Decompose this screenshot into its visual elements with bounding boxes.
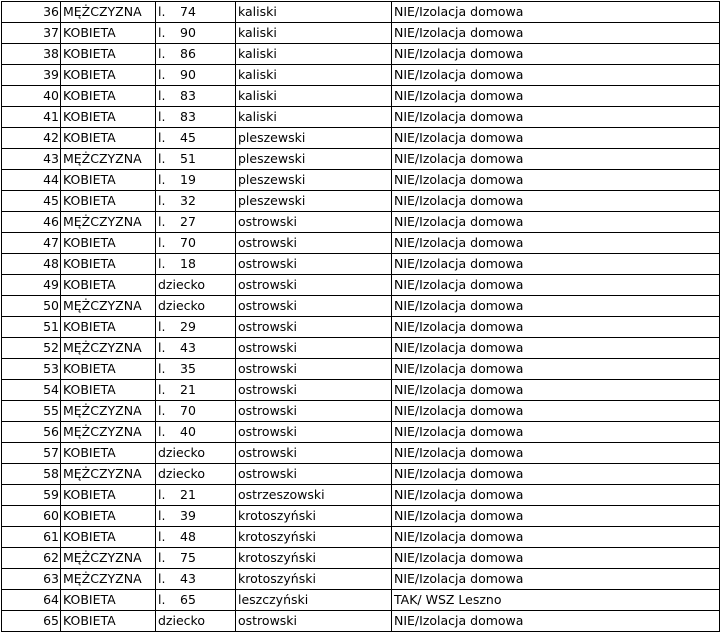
cell-age[interactable]: l. 18 bbox=[156, 254, 236, 275]
cell-sex[interactable]: KOBIETA bbox=[61, 359, 156, 380]
cell-number[interactable]: 61 bbox=[2, 527, 61, 548]
cell-status[interactable]: NIE/Izolacja domowa bbox=[392, 443, 720, 464]
cell-age[interactable]: l. 86 bbox=[156, 44, 236, 65]
table-row bbox=[2, 191, 720, 212]
cell-age[interactable]: l. 40 bbox=[156, 422, 236, 443]
table-row bbox=[2, 548, 720, 569]
cell-sex[interactable]: KOBIETA bbox=[61, 128, 156, 149]
cell-status[interactable]: NIE/Izolacja domowa bbox=[392, 191, 720, 212]
table-row bbox=[2, 65, 720, 86]
cell-sex[interactable]: KOBIETA bbox=[61, 485, 156, 506]
table-row bbox=[2, 86, 720, 107]
table-row bbox=[2, 212, 720, 233]
cell-age[interactable]: l. 70 bbox=[156, 401, 236, 422]
cell-county[interactable]: ostrowski bbox=[236, 275, 392, 296]
cell-status[interactable]: NIE/Izolacja domowa bbox=[392, 23, 720, 44]
cell-county[interactable]: pleszewski bbox=[236, 191, 392, 212]
table-row bbox=[2, 443, 720, 464]
cell-county[interactable]: kaliski bbox=[236, 2, 392, 23]
cell-age[interactable]: l. 39 bbox=[156, 506, 236, 527]
cell-status[interactable]: NIE/Izolacja domowa bbox=[392, 464, 720, 485]
cell-status[interactable]: NIE/Izolacja domowa bbox=[392, 275, 720, 296]
cell-status[interactable]: NIE/Izolacja domowa bbox=[392, 527, 720, 548]
cell-county[interactable]: krotoszyński bbox=[236, 548, 392, 569]
table-row bbox=[2, 107, 720, 128]
cell-age[interactable]: l. 51 bbox=[156, 149, 236, 170]
cell-status[interactable]: NIE/Izolacja domowa bbox=[392, 296, 720, 317]
cell-county[interactable]: ostrowski bbox=[236, 401, 392, 422]
cell-number[interactable]: 37 bbox=[2, 23, 61, 44]
cell-sex[interactable]: KOBIETA bbox=[61, 233, 156, 254]
cell-age[interactable]: l. 43 bbox=[156, 569, 236, 590]
cell-county[interactable]: ostrowski bbox=[236, 338, 392, 359]
cell-age[interactable]: l. 83 bbox=[156, 107, 236, 128]
cell-age[interactable]: l. 35 bbox=[156, 359, 236, 380]
cell-number[interactable]: 41 bbox=[2, 107, 61, 128]
cell-sex[interactable]: MĘŻCZYZNA bbox=[61, 569, 156, 590]
cell-number[interactable]: 38 bbox=[2, 44, 61, 65]
cell-age[interactable]: dziecko bbox=[156, 296, 236, 317]
cell-status[interactable]: NIE/Izolacja domowa bbox=[392, 2, 720, 23]
cell-status[interactable]: NIE/Izolacja domowa bbox=[392, 149, 720, 170]
cell-age[interactable]: dziecko bbox=[156, 611, 236, 632]
cell-status[interactable]: NIE/Izolacja domowa bbox=[392, 548, 720, 569]
cell-sex[interactable]: KOBIETA bbox=[61, 107, 156, 128]
cell-status[interactable]: NIE/Izolacja domowa bbox=[392, 86, 720, 107]
table-row bbox=[2, 2, 720, 23]
table-row bbox=[2, 254, 720, 275]
cell-status[interactable]: NIE/Izolacja domowa bbox=[392, 254, 720, 275]
table-row bbox=[2, 275, 720, 296]
cell-county[interactable]: ostrowski bbox=[236, 464, 392, 485]
cell-status[interactable]: NIE/Izolacja domowa bbox=[392, 359, 720, 380]
cell-number[interactable]: 43 bbox=[2, 149, 61, 170]
table-body bbox=[2, 2, 720, 632]
cell-status[interactable]: NIE/Izolacja domowa bbox=[392, 107, 720, 128]
cell-county[interactable]: ostrowski bbox=[236, 611, 392, 632]
cell-status[interactable]: NIE/Izolacja domowa bbox=[392, 422, 720, 443]
cell-age[interactable]: l. 90 bbox=[156, 23, 236, 44]
cell-county[interactable]: ostrowski bbox=[236, 380, 392, 401]
cell-age[interactable]: l. 75 bbox=[156, 548, 236, 569]
table-row bbox=[2, 485, 720, 506]
cell-county[interactable]: krotoszyński bbox=[236, 569, 392, 590]
cell-county[interactable]: ostrowski bbox=[236, 296, 392, 317]
table-row bbox=[2, 422, 720, 443]
cell-status[interactable]: NIE/Izolacja domowa bbox=[392, 170, 720, 191]
cell-sex[interactable]: KOBIETA bbox=[61, 590, 156, 611]
cell-number[interactable]: 59 bbox=[2, 485, 61, 506]
table-row bbox=[2, 506, 720, 527]
cell-sex[interactable]: MĘŻCZYZNA bbox=[61, 2, 156, 23]
cell-number[interactable]: 53 bbox=[2, 359, 61, 380]
table-row bbox=[2, 44, 720, 65]
cell-age[interactable]: l. 19 bbox=[156, 170, 236, 191]
cell-sex[interactable]: MĘŻCZYZNA bbox=[61, 401, 156, 422]
cell-number[interactable]: 58 bbox=[2, 464, 61, 485]
cell-age[interactable]: l. 29 bbox=[156, 317, 236, 338]
cell-county[interactable]: krotoszyński bbox=[236, 527, 392, 548]
table-row bbox=[2, 359, 720, 380]
cell-county[interactable]: ostrowski bbox=[236, 254, 392, 275]
cell-age[interactable]: l. 43 bbox=[156, 338, 236, 359]
cell-sex[interactable]: KOBIETA bbox=[61, 23, 156, 44]
cell-sex[interactable]: MĘŻCZYZNA bbox=[61, 464, 156, 485]
cell-number[interactable]: 60 bbox=[2, 506, 61, 527]
cell-number[interactable]: 57 bbox=[2, 443, 61, 464]
cell-sex[interactable]: MĘŻCZYZNA bbox=[61, 149, 156, 170]
cell-sex[interactable]: MĘŻCZYZNA bbox=[61, 296, 156, 317]
cell-county[interactable]: pleszewski bbox=[236, 128, 392, 149]
cell-number[interactable]: 50 bbox=[2, 296, 61, 317]
cell-sex[interactable]: KOBIETA bbox=[61, 506, 156, 527]
cell-age[interactable]: l. 21 bbox=[156, 380, 236, 401]
cell-county[interactable]: ostrowski bbox=[236, 317, 392, 338]
cell-sex[interactable]: KOBIETA bbox=[61, 611, 156, 632]
cell-status[interactable]: NIE/Izolacja domowa bbox=[392, 212, 720, 233]
cell-county[interactable]: krotoszyński bbox=[236, 506, 392, 527]
cell-age[interactable]: l. 70 bbox=[156, 233, 236, 254]
cell-number[interactable]: 55 bbox=[2, 401, 61, 422]
table-row bbox=[2, 23, 720, 44]
cell-number[interactable]: 47 bbox=[2, 233, 61, 254]
cell-sex[interactable]: KOBIETA bbox=[61, 275, 156, 296]
cell-sex[interactable]: KOBIETA bbox=[61, 86, 156, 107]
cell-status[interactable]: NIE/Izolacja domowa bbox=[392, 611, 720, 632]
cell-county[interactable]: kaliski bbox=[236, 44, 392, 65]
cell-sex[interactable]: KOBIETA bbox=[61, 317, 156, 338]
cell-sex[interactable]: MĘŻCZYZNA bbox=[61, 338, 156, 359]
cell-status[interactable]: NIE/Izolacja domowa bbox=[392, 401, 720, 422]
cell-sex[interactable]: MĘŻCZYZNA bbox=[61, 548, 156, 569]
table-row bbox=[2, 569, 720, 590]
cell-age[interactable]: l. 48 bbox=[156, 527, 236, 548]
cell-number[interactable]: 40 bbox=[2, 86, 61, 107]
table-row bbox=[2, 401, 720, 422]
cell-number[interactable]: 36 bbox=[2, 2, 61, 23]
cell-status[interactable]: NIE/Izolacja domowa bbox=[392, 338, 720, 359]
table-row bbox=[2, 149, 720, 170]
table-row bbox=[2, 296, 720, 317]
table-row bbox=[2, 380, 720, 401]
cell-county[interactable]: kaliski bbox=[236, 86, 392, 107]
cell-number[interactable]: 62 bbox=[2, 548, 61, 569]
table-row bbox=[2, 338, 720, 359]
cell-county[interactable]: kaliski bbox=[236, 23, 392, 44]
table-row bbox=[2, 170, 720, 191]
cell-number[interactable]: 64 bbox=[2, 590, 61, 611]
cell-number[interactable]: 46 bbox=[2, 212, 61, 233]
table-row bbox=[2, 317, 720, 338]
cell-number[interactable]: 48 bbox=[2, 254, 61, 275]
cell-status[interactable]: NIE/Izolacja domowa bbox=[392, 380, 720, 401]
cell-number[interactable]: 42 bbox=[2, 128, 61, 149]
cell-age[interactable]: l. 21 bbox=[156, 485, 236, 506]
cell-status[interactable]: NIE/Izolacja domowa bbox=[392, 569, 720, 590]
cell-sex[interactable]: KOBIETA bbox=[61, 443, 156, 464]
cell-age[interactable]: l. 27 bbox=[156, 212, 236, 233]
cell-status[interactable]: NIE/Izolacja domowa bbox=[392, 233, 720, 254]
table-row bbox=[2, 464, 720, 485]
cell-age[interactable]: dziecko bbox=[156, 443, 236, 464]
cell-sex[interactable]: KOBIETA bbox=[61, 170, 156, 191]
cell-number[interactable]: 49 bbox=[2, 275, 61, 296]
cell-county[interactable]: ostrowski bbox=[236, 422, 392, 443]
cell-sex[interactable]: MĘŻCZYZNA bbox=[61, 422, 156, 443]
cell-age[interactable]: dziecko bbox=[156, 275, 236, 296]
table-row bbox=[2, 590, 720, 611]
cell-status[interactable]: NIE/Izolacja domowa bbox=[392, 128, 720, 149]
cell-age[interactable]: l. 65 bbox=[156, 590, 236, 611]
cell-number[interactable]: 54 bbox=[2, 380, 61, 401]
cell-number[interactable]: 51 bbox=[2, 317, 61, 338]
cell-county[interactable]: ostrowski bbox=[236, 443, 392, 464]
table-row bbox=[2, 128, 720, 149]
cell-number[interactable]: 52 bbox=[2, 338, 61, 359]
cell-age[interactable]: l. 90 bbox=[156, 65, 236, 86]
cell-county[interactable]: ostrowski bbox=[236, 359, 392, 380]
cell-sex[interactable]: KOBIETA bbox=[61, 527, 156, 548]
cell-county[interactable]: pleszewski bbox=[236, 149, 392, 170]
table-row bbox=[2, 611, 720, 632]
cell-sex[interactable]: KOBIETA bbox=[61, 191, 156, 212]
cell-county[interactable]: ostrowski bbox=[236, 233, 392, 254]
cell-county[interactable]: ostrzeszowski bbox=[236, 485, 392, 506]
cell-age[interactable]: l. 83 bbox=[156, 86, 236, 107]
cell-number[interactable]: 45 bbox=[2, 191, 61, 212]
cell-sex[interactable]: KOBIETA bbox=[61, 44, 156, 65]
table-row bbox=[2, 233, 720, 254]
cell-status[interactable]: NIE/Izolacja domowa bbox=[392, 317, 720, 338]
cell-age[interactable]: l. 45 bbox=[156, 128, 236, 149]
cell-number[interactable]: 44 bbox=[2, 170, 61, 191]
cell-number[interactable]: 65 bbox=[2, 611, 61, 632]
cell-county[interactable]: kaliski bbox=[236, 65, 392, 86]
cell-status[interactable]: TAK/ WSZ Leszno bbox=[392, 590, 720, 611]
cell-age[interactable]: l. 74 bbox=[156, 2, 236, 23]
cell-status[interactable]: NIE/Izolacja domowa bbox=[392, 485, 720, 506]
cell-sex[interactable]: MĘŻCZYZNA bbox=[61, 212, 156, 233]
cell-sex[interactable]: KOBIETA bbox=[61, 65, 156, 86]
table-row bbox=[2, 527, 720, 548]
cell-county[interactable]: leszczyński bbox=[236, 590, 392, 611]
cell-county[interactable]: ostrowski bbox=[236, 212, 392, 233]
cell-status[interactable]: NIE/Izolacja domowa bbox=[392, 44, 720, 65]
cell-county[interactable]: kaliski bbox=[236, 107, 392, 128]
cell-sex[interactable]: KOBIETA bbox=[61, 254, 156, 275]
cell-sex[interactable]: KOBIETA bbox=[61, 380, 156, 401]
cell-number[interactable]: 56 bbox=[2, 422, 61, 443]
cell-age[interactable]: l. 32 bbox=[156, 191, 236, 212]
cell-number[interactable]: 63 bbox=[2, 569, 61, 590]
cell-county[interactable]: pleszewski bbox=[236, 170, 392, 191]
cell-number[interactable]: 39 bbox=[2, 65, 61, 86]
cell-age[interactable]: dziecko bbox=[156, 464, 236, 485]
cases-table bbox=[1, 1, 720, 632]
cell-status[interactable]: NIE/Izolacja domowa bbox=[392, 65, 720, 86]
cell-status[interactable]: NIE/Izolacja domowa bbox=[392, 506, 720, 527]
